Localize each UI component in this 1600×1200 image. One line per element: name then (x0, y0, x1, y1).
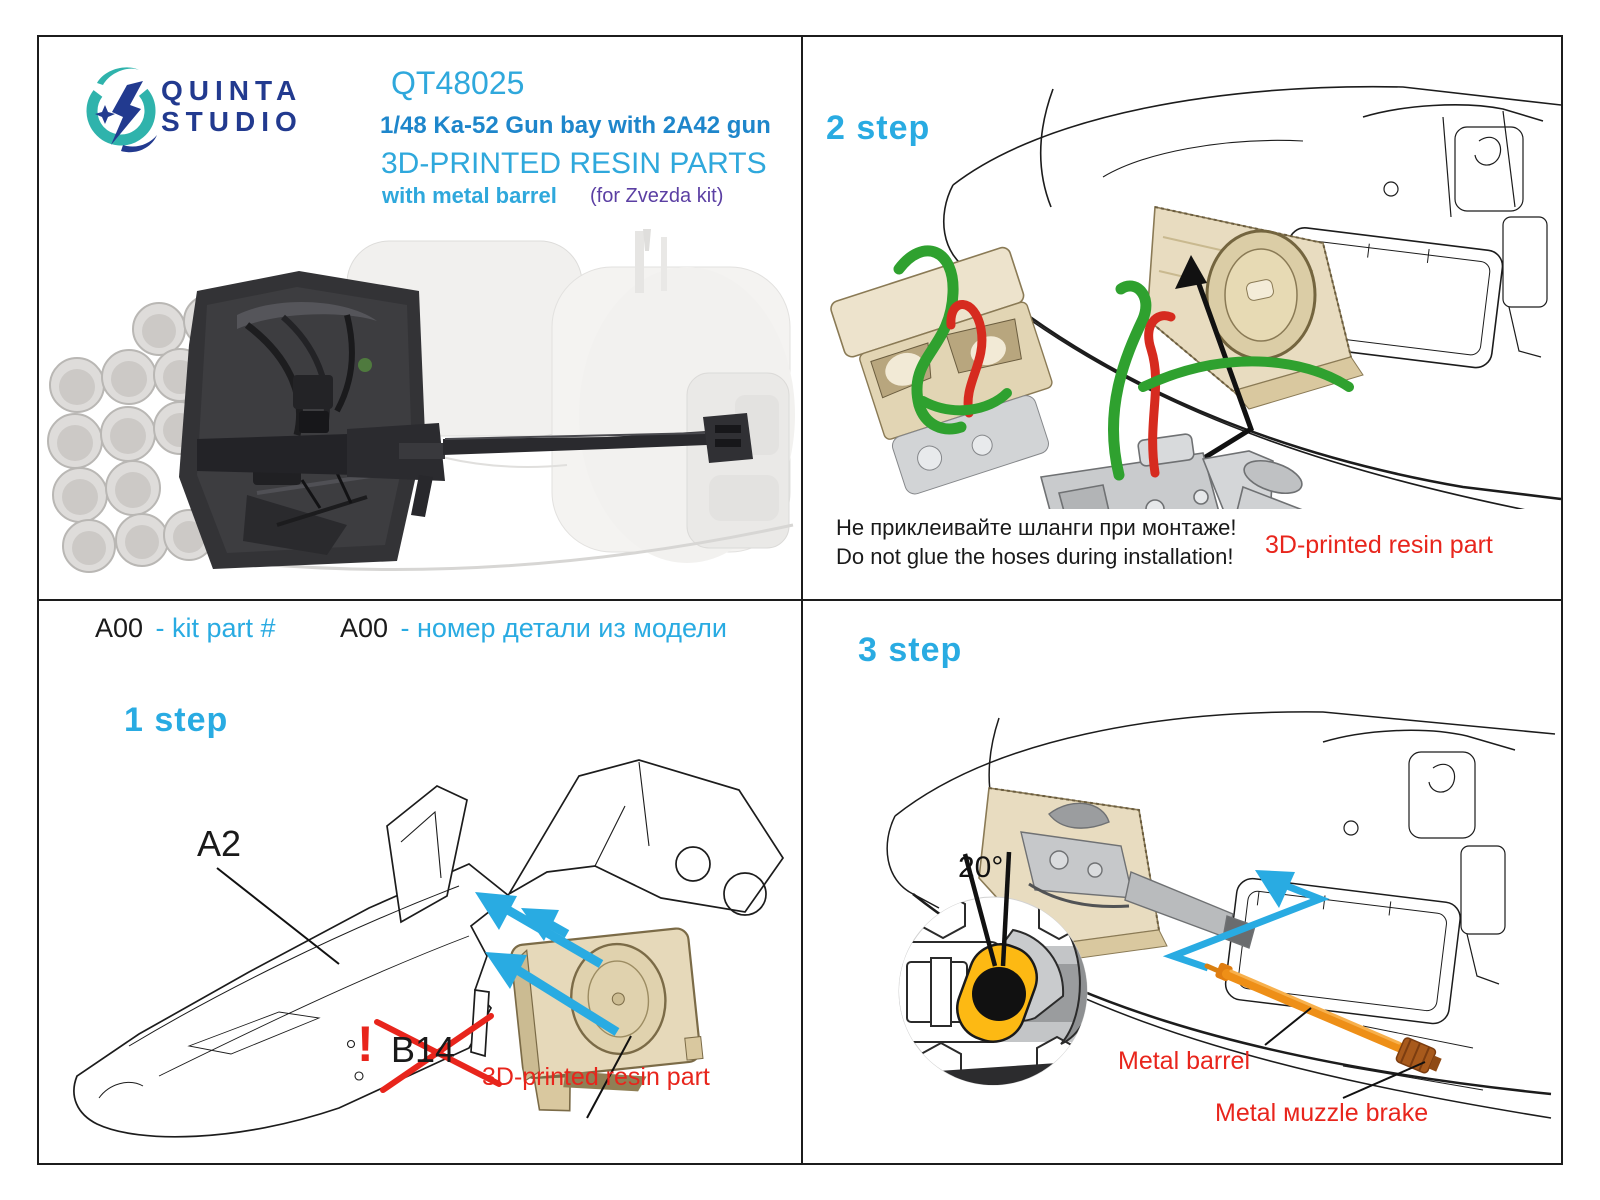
legend-code-1: A00 (95, 613, 144, 643)
panel-step2 (801, 35, 1563, 601)
product-code: QT48025 (391, 65, 525, 101)
step2-note-ru: Не приклеивайте шланги при монтаже! (836, 515, 1237, 540)
step2-note-en: Do not glue the hoses during installation! (836, 544, 1234, 569)
legend (95, 613, 727, 644)
product-title: 1/48 Ka-52 Gun bay with 2A42 gun (380, 112, 771, 139)
product-photo (47, 225, 795, 593)
step3-angle-label: 20° (958, 851, 1004, 884)
brand-line2: STUDIO (161, 106, 303, 137)
kit-note: (for Zvezda kit) (590, 185, 724, 207)
step2-resin-label: 3D-printed resin part (1265, 531, 1493, 559)
a2-leader-line (217, 868, 339, 964)
panel-step1 (37, 599, 803, 1165)
legend-code-2: A00 (340, 613, 389, 643)
step1-wrong-part: B14 (391, 1029, 456, 1070)
legend-desc-2: - номер детали из модели (400, 613, 727, 643)
brand-line1: QUINTA (161, 75, 303, 106)
legend-desc-1: - kit part # (155, 613, 276, 643)
quinta-studio-logo-icon (83, 61, 165, 157)
step1-illustration (39, 746, 802, 1164)
step3-title: 3 step (858, 631, 963, 669)
panel-step3 (801, 599, 1563, 1165)
step1-title: 1 step (124, 701, 229, 739)
step3-illustration (803, 646, 1563, 1164)
step2-illustration (803, 57, 1563, 509)
gun-bay-photo (179, 271, 425, 569)
step1-resin-label: 3D-printed resin part (482, 1063, 710, 1091)
step1-warning-mark: ! (357, 1016, 374, 1072)
panel-cover (37, 35, 803, 601)
step2-title: 2 step (826, 109, 931, 147)
product-subnote: with metal barrel (382, 183, 557, 208)
barrel-leader-line (1265, 1008, 1311, 1045)
step1-kit-part: A2 (197, 823, 242, 864)
product-subtitle: 3D-PRINTED RESIN PARTS (381, 147, 767, 180)
step3-muzzle-label: Metal мuzzle brake (1215, 1099, 1429, 1127)
step3-barrel-label: Metal barrel (1118, 1047, 1250, 1075)
